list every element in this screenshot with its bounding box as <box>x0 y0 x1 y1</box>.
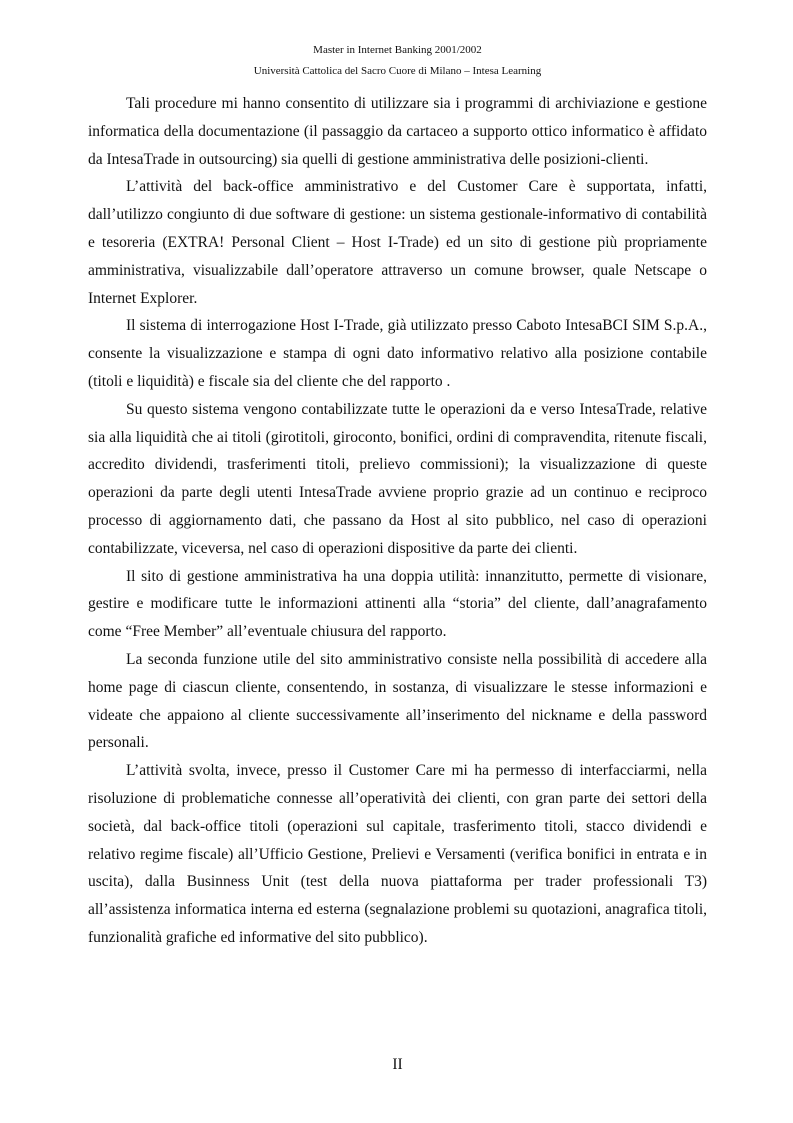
page-number: II <box>392 1056 403 1073</box>
paragraph: Su questo sistema vengono contabilizzate tutte le operazioni da e verso IntesaTrade, relative sia alla liquidità che ai titoli (girotitoli, giroconto, bonifici, ordini di compravendita, ritenute fiscali, accredito dividendi, trasferimenti titoli, prelievo commissioni); la visualizzazione di queste operazioni da parte degli utenti IntesaTrade avviene proprio grazie ad un continuo e reciproco processo di aggiornamento dati, che passano da Host al sito pubblico, nel caso di operazioni contabilizzate, viceversa, nel caso di operazioni dispositive da parte dei clienti. <box>88 400 707 557</box>
body-text <box>88 90 707 952</box>
paragraph: L’attività del back-office amministrativo e del Customer Care è supportata, infatti, dall’utilizzo congiunto di due software di gestione: un sistema gestionale-informativo di contabilità e tesoreria (EXTRA! Personal Client – Host I-Trade) ed un sito di gestione più propriamente amministrativa, visualizzabile dall’operatore attraverso un comune browser, quale Netscape o Internet Explorer. <box>88 178 707 307</box>
paragraph: Il sito di gestione amministrativa ha una doppia utilità: innanzitutto, permette di visionare, gestire e modificare tutte le informazioni attinenti alla “storia” del cliente, dall’anagrafamento come “Free Member” all’eventuale chiusura del rapporto. <box>88 567 707 641</box>
paragraph: La seconda funzione utile del sito amministrativo consiste nella possibilità di accedere alla home page di ciascun cliente, consentendo, in sostanza, di visualizzare le stesse informazioni e videate che appaiono al cliente successivamente all’inserimento del nickname e della password personali. <box>88 650 707 752</box>
running-header <box>88 40 707 82</box>
paragraph: L’attività svolta, invece, presso il Customer Care mi ha permesso di interfacciarmi, nella risoluzione di problematiche connesse all’operatività dei clienti, con gran parte dei settori della società, dal back-office titoli (operazioni sul capitale, trasferimento titoli, stacco dividendi e relativo regime fiscale) all’Ufficio Gestione, Prelievi e Versamenti (verifica bonifici in entrata e in uscita), dalla Businness Unit (test della nuova piattaforma per trader professionali T3) all’assistenza informatica interna ed esterna (segnalazione problemi su quotazioni, anagrafica titoli, funzionalità grafiche ed informative del sito pubblico). <box>88 762 707 946</box>
header-course-title: Master in Internet Banking 2001/2002 <box>313 44 482 56</box>
paragraph: Tali procedure mi hanno consentito di utilizzare sia i programmi di archiviazione e gestione informatica della documentazione (il passaggio da cartaceo a supporto ottico informatico è affidato da IntesaTrade in outsourcing) sia quelli di gestione amministrativa delle posizioni-clienti. <box>88 95 707 168</box>
header-university: Università Cattolica del Sacro Cuore di Milano – Intesa Learning <box>253 65 542 77</box>
paragraph: Il sistema di interrogazione Host I-Trade, già utilizzato presso Caboto IntesaBCI SIM S.p.A., consente la visualizzazione e stampa di ogni dato informativo relativo alla posizione contabile (titoli e liquidità) e fiscale sia del cliente che del rapporto . <box>88 317 707 390</box>
